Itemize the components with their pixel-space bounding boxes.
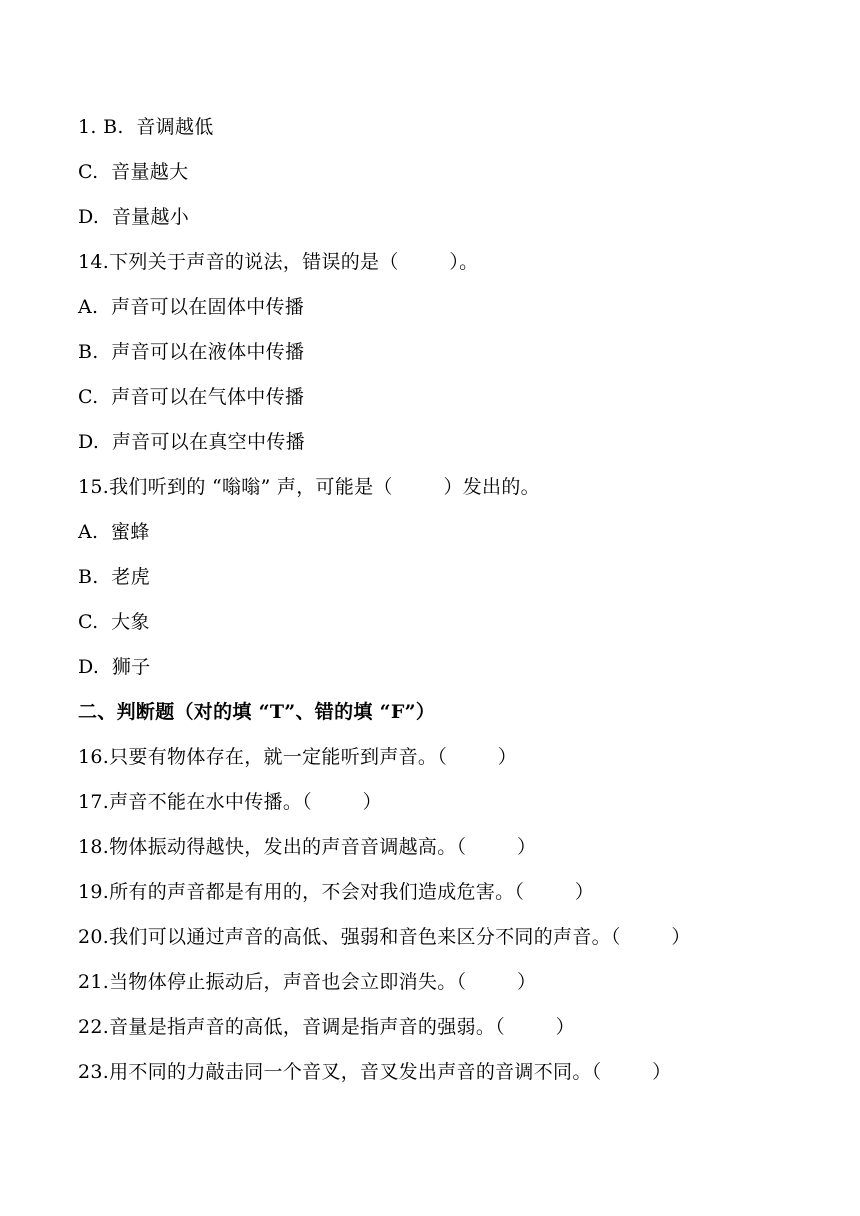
question-text: 23.用不同的力敲击同一个音叉，音叉发出声音的音调不同。（ ）: [78, 1061, 672, 1083]
option-text: C. 大象: [78, 611, 150, 633]
question-text: 16.只要有物体存在，就一定能听到声音。（ ）: [78, 746, 518, 768]
option-text: D. 狮子: [78, 656, 151, 678]
question-text: 19.所有的声音都是有用的，不会对我们造成危害。（ ）: [78, 881, 595, 903]
question-text: 14.下列关于声音的说法，错误的是（ ）。: [78, 251, 479, 273]
question-text: 15.我们听到的 “嗡嗡” 声，可能是（ ）发出的。: [78, 476, 540, 498]
option-text: C. 声音可以在气体中传播: [78, 386, 305, 408]
option-text: B. 声音可以在液体中传播: [78, 341, 305, 363]
option-text: 1. B. 音调越低: [78, 116, 214, 138]
question-text: 21.当物体停止振动后，声音也会立即消失。（ ）: [78, 971, 537, 993]
question-list: [78, 110, 838, 1100]
option-text: B. 老虎: [78, 566, 150, 588]
option-text: C. 音量越大: [78, 161, 189, 183]
option-text: A. 声音可以在固体中传播: [78, 296, 305, 318]
option-text: D. 声音可以在真空中传播: [78, 431, 305, 453]
section-heading: 二、判断题（对的填 “T”、错的填 “F”）: [78, 701, 436, 723]
question-text: 17.声音不能在水中传播。（ ）: [78, 791, 382, 813]
option-text: D. 音量越小: [78, 206, 190, 228]
question-text: 18.物体振动得越快，发出的声音音调越高。（ ）: [78, 836, 537, 858]
option-text: A. 蜜蜂: [78, 521, 150, 543]
question-text: 20.我们可以通过声音的高低、强弱和音色来区分不同的声音。（ ）: [78, 926, 691, 948]
question-text: 22.音量是指声音的高低，音调是指声音的强弱。（ ）: [78, 1016, 575, 1038]
